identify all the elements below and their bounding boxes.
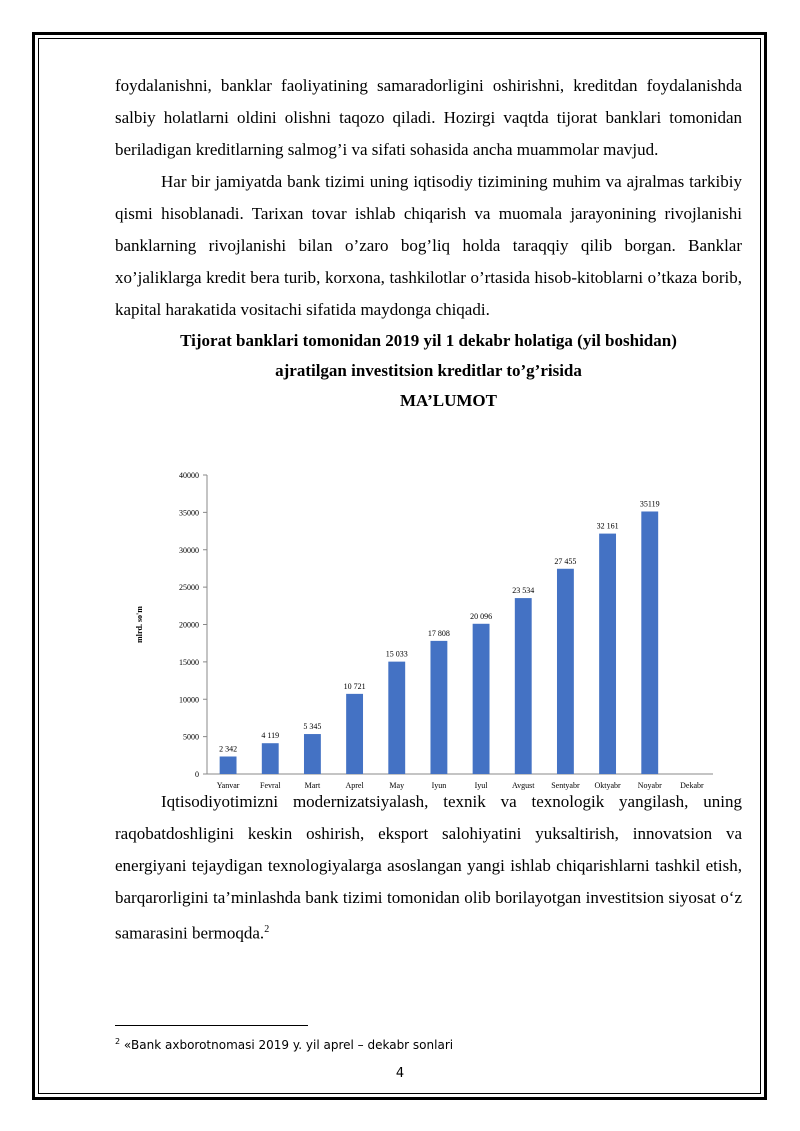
chart-heading-line2: ajratilgan investitsion kreditlar to’g’risida xyxy=(275,361,582,380)
bar xyxy=(220,756,237,774)
y-tick-label: 20000 xyxy=(179,620,199,630)
x-tick-label: May xyxy=(389,781,405,790)
footnote-divider xyxy=(115,1025,308,1026)
document-body-after xyxy=(115,786,742,950)
bar xyxy=(557,569,574,774)
footnote xyxy=(115,1037,453,1052)
y-tick-label: 40000 xyxy=(179,471,199,480)
bar xyxy=(304,734,321,774)
x-tick-label: Aprel xyxy=(345,781,364,790)
x-tick-label: Mart xyxy=(304,781,321,790)
page-number: 4 xyxy=(395,1066,405,1081)
bar-value-label: 2 342 xyxy=(219,744,238,754)
bar xyxy=(388,662,405,774)
x-tick-label: Dekabr xyxy=(680,781,704,790)
x-tick-label: Fevral xyxy=(260,781,281,790)
bar xyxy=(430,641,447,774)
footnote-text: «Bank axborotnomasi 2019 y. yil aprel – dekabr sonlari xyxy=(123,1038,454,1052)
paragraph-2: Har bir jamiyatda bank tizimi uning iqtisodiy tizimining muhim va ajralmas tarkibiy qismi hisoblanadi. Tarixan tovar ishlab chiqarish va muomala jarayonining rivojlanishi banklarning rivojlanishi bilan o’zaro bog’liq holda taraqqiy qilib borgan. Banklar xo’jaliklarga kredit bera turib, korxona, tashkilotlar o’rtasida hisob-kitoblarni o’tkaza borib, kapital harakatida vositachi sifatida maydonga chiqadi. xyxy=(115,172,742,319)
y-tick-label: 35000 xyxy=(179,508,199,518)
paragraph-3: Iqtisodiyotimizni modernizatsiyalash, texnik va texnologik yangilash, uning raqobatdoshligini keskin oshirish, eksport salohiyatini yuksaltirish, innovatsion va energiyani tejaydigan texnologiyalarga asoslangan yangi ishlab chiqarishlarni tashkil etish, barqarorligini ta’minlashda bank tizimi tomonidan olib borilayotgan investitsion siyosat o‘z samarasini bermoqda. xyxy=(115,792,742,943)
y-tick-label: 25000 xyxy=(179,583,199,593)
bar-value-label: 32 161 xyxy=(596,521,619,531)
y-tick-label: 10000 xyxy=(179,695,199,705)
y-tick-label: 0 xyxy=(195,770,199,779)
bar-value-label: 35119 xyxy=(639,499,660,509)
bar-value-label: 27 455 xyxy=(554,556,577,566)
x-tick-label: Sentyabr xyxy=(551,781,580,790)
x-tick-label: Yanvar xyxy=(216,781,240,790)
chart-heading-line3: MA’LUMOT xyxy=(400,391,497,410)
bar-chart xyxy=(115,463,715,793)
footnote-marker: 2 xyxy=(115,1037,121,1046)
chart-heading-line1: Tijorat banklari tomonidan 2019 yil 1 dekabr holatiga (yil boshidan) xyxy=(180,331,677,350)
x-tick-label: Iyul xyxy=(474,781,488,790)
x-tick-label: Iyun xyxy=(431,781,447,790)
bar-value-label: 10 721 xyxy=(343,681,366,691)
bar xyxy=(641,511,658,774)
bar xyxy=(262,743,279,774)
bar xyxy=(346,694,363,774)
y-axis-label: mlrd. so'm xyxy=(135,606,144,643)
bar-value-label: 20 096 xyxy=(470,611,493,621)
bar-value-label: 23 534 xyxy=(512,586,535,596)
bar-value-label: 17 808 xyxy=(427,628,450,638)
bar xyxy=(515,598,532,774)
bar-chart-svg xyxy=(115,463,715,793)
bar-value-label: 4 119 xyxy=(261,731,280,741)
x-tick-label: Oktyabr xyxy=(594,781,621,790)
paragraph-1: foydalanishni, banklar faoliyatining samaradorligini oshirishni, kreditdan foydalanishda salbiy holatlarni oldini olishni taqozo qiladi. Hozirgi vaqtda tijorat banklari tomonidan beriladigan kreditlarning salmog’i va sifati sohasida ancha muammolar mavjud. xyxy=(115,76,742,159)
bar xyxy=(473,624,490,774)
y-tick-label: 15000 xyxy=(179,657,199,667)
bar-value-label: 5 345 xyxy=(303,722,322,732)
bar-value-label: 15 033 xyxy=(385,649,408,659)
document-body xyxy=(115,70,742,416)
footnote-ref: 2 xyxy=(264,924,270,935)
y-tick-label: 5000 xyxy=(183,732,199,742)
x-tick-label: Noyabr xyxy=(637,781,662,790)
y-tick-label: 30000 xyxy=(179,545,199,555)
bar xyxy=(599,534,616,774)
x-tick-label: Avgust xyxy=(511,781,535,790)
